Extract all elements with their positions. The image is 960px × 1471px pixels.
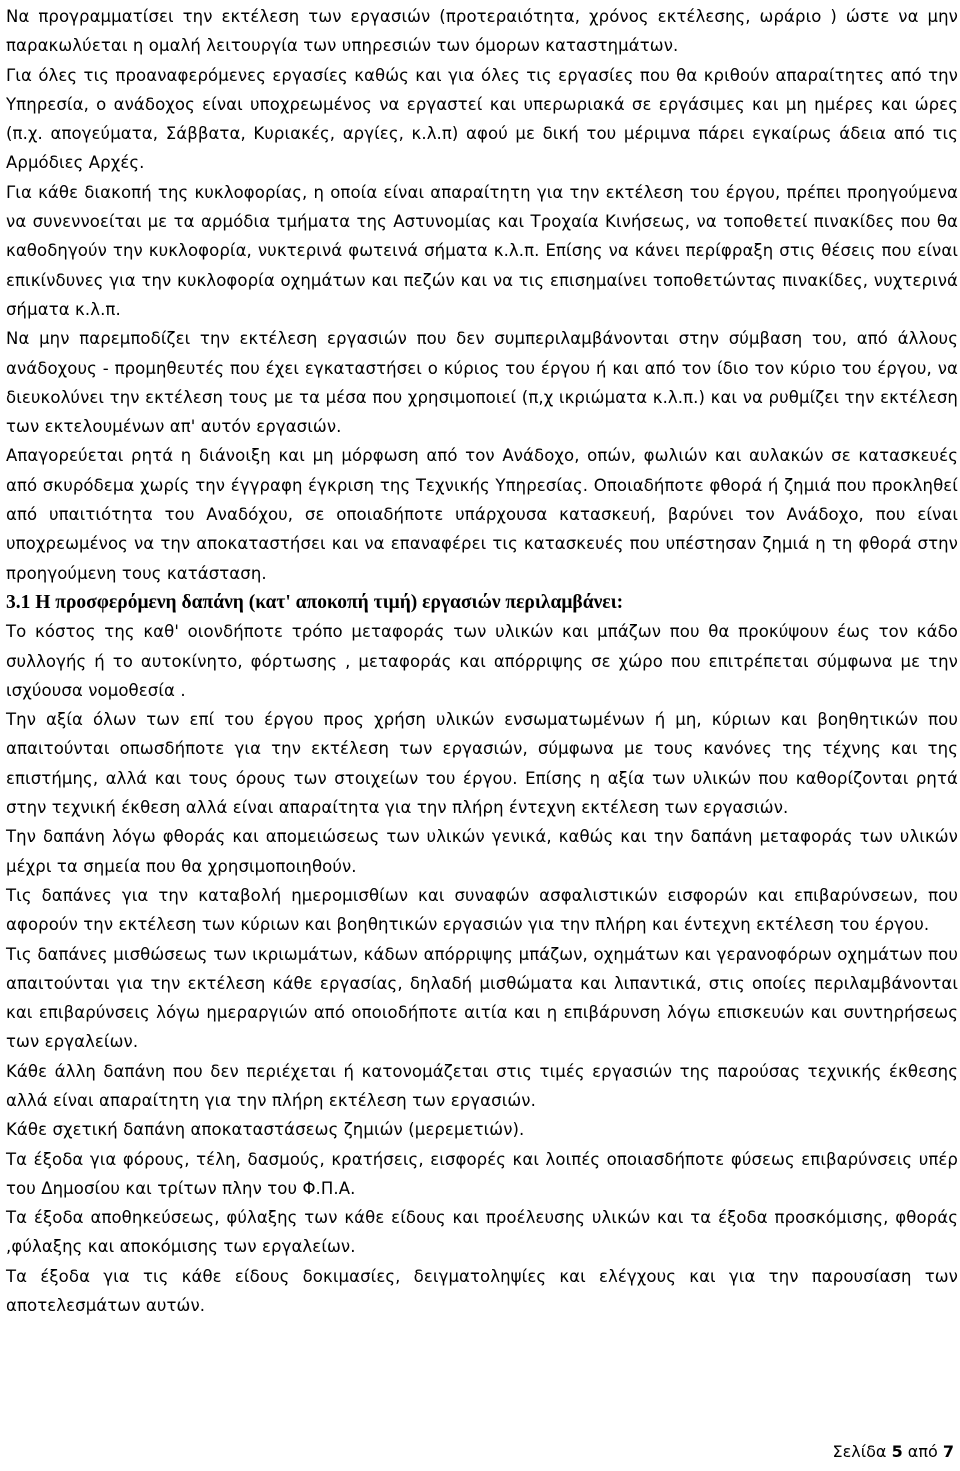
paragraph-wear-cost: Την δαπάνη λόγω φθοράς και απομειώσεως των υλικών γενικά, καθώς και την δαπάνη μεταφοράς των υλικών μέχρι τα σημεία που θα χρησιμοποιηθούν. [6, 827, 958, 876]
paragraph-scheduling: Να προγραμματίσει την εκτέλεση των εργασιών (προτεραιότητα, χρόνος εκτέλεσης, ωράριο ) ώστε να μην παρακωλύεται η ομαλή λειτουργία των υπηρεσιών των όμορων καταστημάτων. [6, 7, 958, 56]
paragraph-other-costs: Κάθε άλλη δαπάνη που δεν περιέχεται ή κατονομάζεται στις τιμές εργασιών της παρούσας τεχνικής έκθεσης αλλά είναι απαραίτητη για την πλήρη εκτέλεση των εργασιών. [6, 1061, 958, 1110]
paragraph-taxes: Τα έξοδα για φόρους, τέλη, δασμούς, κρατήσεις, εισφορές και λοιπές οποιασδήποτε φύσεως επιβαρύνσεις υπέρ του Δημοσίου και τρίτων πλην του Φ.Π.Α. [6, 1149, 958, 1198]
paragraph-other-contractors: Να μην παρεμποδίζει την εκτέλεση εργασιών που δεν συμπεριλαμβάνονται στην σύμβαση του, από άλλους ανάδοχους - προμηθευτές που έχει εγκαταστήσει ο κύριος του έργου ή και από τον ίδιο τον κύριο του έργου, να διευκολύνει την εκτέλεση τους με τα μέσα που χρησιμοποιεί (π,χ ικριώματα κ.λ.π.) και να ρυθμίζει την εκτέλεση των εκτελουμένων απ' αυτόν εργασιών. [6, 329, 958, 437]
section-heading: 3.1 Η προσφερόμενη δαπάνη (κατ' αποκοπή τιμή) εργασιών περιλαμβάνει: [6, 591, 624, 613]
paragraph-wages: Τις δαπάνες για την καταβολή ημερομισθίων και συναφών ασφαλιστικών εισφορών και επιβαρύνσεων, που αφορούν την εκτέλεση των κύριων και βοηθητικών εργασιών για την πλήρη και έντεχνη εκτέλεση του έργου. [6, 885, 958, 935]
total-pages: 7 [942, 1442, 954, 1461]
paragraph-traffic: Για κάθε διακοπή της κυκλοφορίας, η οποία είναι απαραίτητη για την εκτέλεση του έργου, πρέπει προηγούμενα να συνεννοείται με τα αρμόδια τμήματα της Αστυνομίας και Τροχαία Κινήσεως, να τοποθετεί πινακίδες που θα καθοδηγούν την κυκλοφορία, νυκτερινά φωτεινά σήματα κ.λ.π. Επίσης να κάνει περίφραξη στις θέσεις που είναι επικίνδυνες για την κυκλοφορία οχημάτων και πεζών και να τις επισημαίνει τοποθετώντας πινακίδες, νυχτερινά σήματα κ.λ.π. [6, 182, 958, 319]
page-word: Σελίδα [832, 1442, 887, 1461]
paragraph-repairs: Κάθε σχετική δαπάνη αποκαταστάσεως ζημιών (μερεμετιών). [6, 1120, 525, 1140]
body-text [6, 2, 958, 1320]
paragraph-damage: Απαγορεύεται ρητά η διάνοιξη και μη μόρφωση από τον Ανάδοχο, οπών, φωλιών και αυλακών σε κατασκευές από σκυρόδεμα χωρίς την έγγραφη έγκριση της Τεχνικής Υπηρεσίας. Οποιαδήποτε φθορά ή ζημιά που προκληθεί από υπαιτιότητα του Αναδόχου, σε οποιαδήποτε υπάρχουσα κατασκευή, βαρύνει τον Ανάδοχο, που είναι υποχρεωμένος να την αποκαταστήσει και να επαναφέρει τις κατασκευές που υπέστησαν ζημιά η τη φθορά στην προηγούμενη τους κατάσταση. [6, 446, 958, 583]
paragraph-transport-cost: Το κόστος της καθ' οιονδήποτε τρόπο μεταφοράς των υλικών και μπάζων που θα προκύψουν έως τον κάδο συλλογής ή το αυτοκίνητο, φόρτωσης , μεταφοράς και απόρριψης σε χώρο που επιτρέπεται σύμφωνα με την ισχύουσα νομοθεσία . [6, 622, 958, 700]
of-word: από [907, 1442, 938, 1461]
paragraph-rentals: Τις δαπάνες μισθώσεως των ικριωμάτων, κάδων απόρριψης μπάζων, οχημάτων και γερανοφόρων οχημάτων που απαιτούνται για την εκτέλεση κάθε εργασίας, δηλαδή μισθώματα και λιπαντικά, στις οποίες περιλαμβάνονται και επιβαρύνσεις λόγω ημεραργιών από οποιοδήποτε αιτία και η επιβάρυνση λόγω επισκευών και συντηρήσεως των εργαλείων. [6, 944, 958, 1052]
paragraph-tests: Τα έξοδα για τις κάθε είδους δοκιμασίες, δειγματοληψίες και ελέγχους και για την παρουσίαση των αποτελεσμάτων αυτών. [6, 1266, 958, 1316]
page-footer [832, 1441, 954, 1463]
paragraph-storage: Τα έξοδα αποθηκεύσεως, φύλαξης των κάθε είδους και προέλευσης υλικών και τα έξοδα προσκόμισης, φθοράς ,φύλαξης και αποκόμισης των εργαλείων. [6, 1208, 958, 1257]
page-number: 5 [891, 1442, 903, 1461]
paragraph-overtime: Για όλες τις προαναφερόμενες εργασίες καθώς και για όλες τις εργασίες που θα κριθούν απαραίτητες από την Υπηρεσία, ο ανάδοχος είναι υποχρεωμένος να εργαστεί και υπερωριακά σε εργάσιμες και μη ημέρες και ώρες (π.χ. απογεύματα, Σάββατα, Κυριακές, αργίες, κ.λ.π) αφού με δική του μέριμνα πάρει εγκαίρως άδεια από τις Αρμόδιες Αρχές. [6, 65, 958, 173]
paragraph-materials-value: Την αξία όλων των επί του έργου προς χρήση υλικών ενσωματωμένων ή μη, κύριων και βοηθητικών που απαιτούνται οπωσδήποτε για την εκτέλεση των εργασιών, σύμφωνα με τους κανόνες της τέχνης και της επιστήμης, αλλά και τους όρους των στοιχείων του έργου. Επίσης η αξία των υλικών που καθορίζονται ρητά στην τεχνική έκθεση αλλά είναι απαραίτητα για την πλήρη έντεχνη εκτέλεση των εργασιών. [6, 710, 958, 818]
